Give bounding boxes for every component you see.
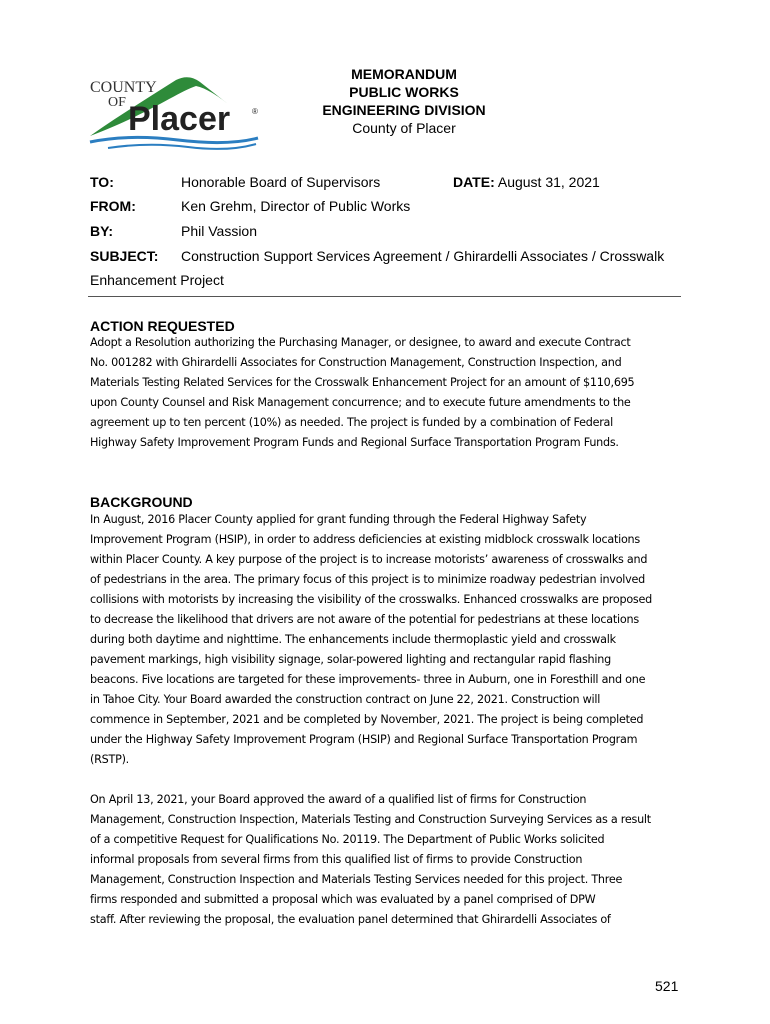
background-paragraph-2: [90, 790, 685, 930]
logo-county-text: COUNTY: [90, 79, 157, 96]
background-line: Improvement Program (HSIP), in order to address deficiencies at existing midblock crosswalk locations: [90, 533, 640, 546]
action-line: Adopt a Resolution authorizing the Purchasing Manager, or designee, to award and execute Contract: [90, 336, 631, 349]
background-line: staff. After reviewing the proposal, the evaluation panel determined that Ghirardelli Associates of: [90, 913, 611, 926]
background-line: Management, Construction Inspection, Materials Testing and Construction Surveying Services as a result: [90, 813, 651, 826]
date-field: [453, 173, 600, 191]
header-memorandum: MEMORANDUM: [351, 66, 457, 82]
background-line: in Tahoe City. Your Board awarded the construction contract on June 22, 2021. Construction will: [90, 693, 601, 706]
action-requested-heading: ACTION REQUESTED: [90, 318, 235, 334]
county-of-placer-logo: [88, 70, 263, 152]
page-number: 521: [655, 978, 679, 994]
subject-value-line2: Enhancement Project: [90, 272, 224, 288]
background-line: On April 13, 2021, your Board approved the award of a qualified list of firms for Construction: [90, 793, 587, 806]
action-line: agreement up to ten percent (10%) as needed. The project is funded by a combination of Federal: [90, 416, 614, 429]
header-engineering-division: ENGINEERING DIVISION: [322, 102, 486, 118]
action-line: Highway Safety Improvement Program Funds and Regional Surface Transportation Program Funds.: [90, 436, 619, 449]
date-value: August 31, 2021: [497, 174, 600, 190]
action-requested-text: [90, 333, 685, 453]
water-line-1: [90, 137, 258, 142]
by-label: BY:: [90, 223, 114, 239]
background-line: of a competitive Request for Qualifications No. 20119. The Department of Public Works solicited: [90, 833, 605, 846]
background-line: pavement markings, high visibility signage, solar-powered lighting and rectangular rapid flashing: [90, 653, 611, 666]
to-label: TO:: [90, 174, 114, 190]
background-line: of pedestrians in the area. The primary focus of this project is to minimize roadway pedestrian involved: [90, 573, 646, 586]
background-line: informal proposals from several firms from this qualified list of firms to provide Construction: [90, 853, 583, 866]
placer-logo-graphic: [88, 70, 263, 152]
action-line: No. 001282 with Ghirardelli Associates for Construction Management, Construction Inspection, and: [90, 356, 622, 369]
from-value: Ken Grehm, Director of Public Works: [181, 198, 411, 214]
memo-header: [254, 65, 554, 137]
action-line: Materials Testing Related Services for the Crosswalk Enhancement Project for an amount of $110,695: [90, 376, 635, 389]
logo-registered-mark: ®: [252, 107, 258, 116]
by-value: Phil Vassion: [181, 223, 258, 239]
water-line-2: [108, 144, 256, 149]
background-line: under the Highway Safety Improvement Program (HSIP) and Regional Surface Transportation Program: [90, 733, 638, 746]
date-label: DATE:: [453, 174, 495, 190]
background-line: commence in September, 2021 and be completed by November, 2021. The project is being completed: [90, 713, 644, 726]
background-line: during both daytime and nighttime. The enhancements include thermoplastic yield and crosswalk: [90, 633, 616, 646]
background-line: In August, 2016 Placer County applied for grant funding through the Federal Highway Safety: [90, 513, 587, 526]
background-line: collisions with motorists by increasing the visibility of the crosswalks. Enhanced crosswalks are proposed: [90, 593, 653, 606]
from-label: FROM:: [90, 198, 136, 214]
header-county: County of Placer: [352, 120, 456, 136]
header-divider: [88, 296, 681, 297]
background-line: to decrease the likelihood that drivers are not aware of the potential for pedestrians at these locations: [90, 613, 639, 626]
background-line: beacons. Five locations are targeted for these improvements- three in Auburn, one in Foresthill and one: [90, 673, 646, 686]
subject-value-line1: Construction Support Services Agreement / Ghirardelli Associates / Crosswalk: [181, 248, 665, 264]
logo-placer-text: Placer: [128, 100, 231, 138]
background-line: (RSTP).: [90, 753, 129, 766]
background-heading: BACKGROUND: [90, 494, 193, 510]
subject-label: SUBJECT:: [90, 248, 159, 264]
action-line: upon County Counsel and Risk Management concurrence; and to execute future amendments to the: [90, 396, 631, 409]
background-paragraph-1: [90, 510, 685, 770]
logo-of-text: OF: [108, 95, 126, 110]
background-line: firms responded and submitted a proposal which was evaluated by a panel comprised of DPW: [90, 893, 596, 906]
to-value: Honorable Board of Supervisors: [181, 174, 381, 190]
background-line: Management, Construction Inspection and Materials Testing Services needed for this project. Three: [90, 873, 623, 886]
header-public-works: PUBLIC WORKS: [349, 84, 459, 100]
background-line: within Placer County. A key purpose of the project is to increase motorists’ awareness of crosswalks and: [90, 553, 648, 566]
